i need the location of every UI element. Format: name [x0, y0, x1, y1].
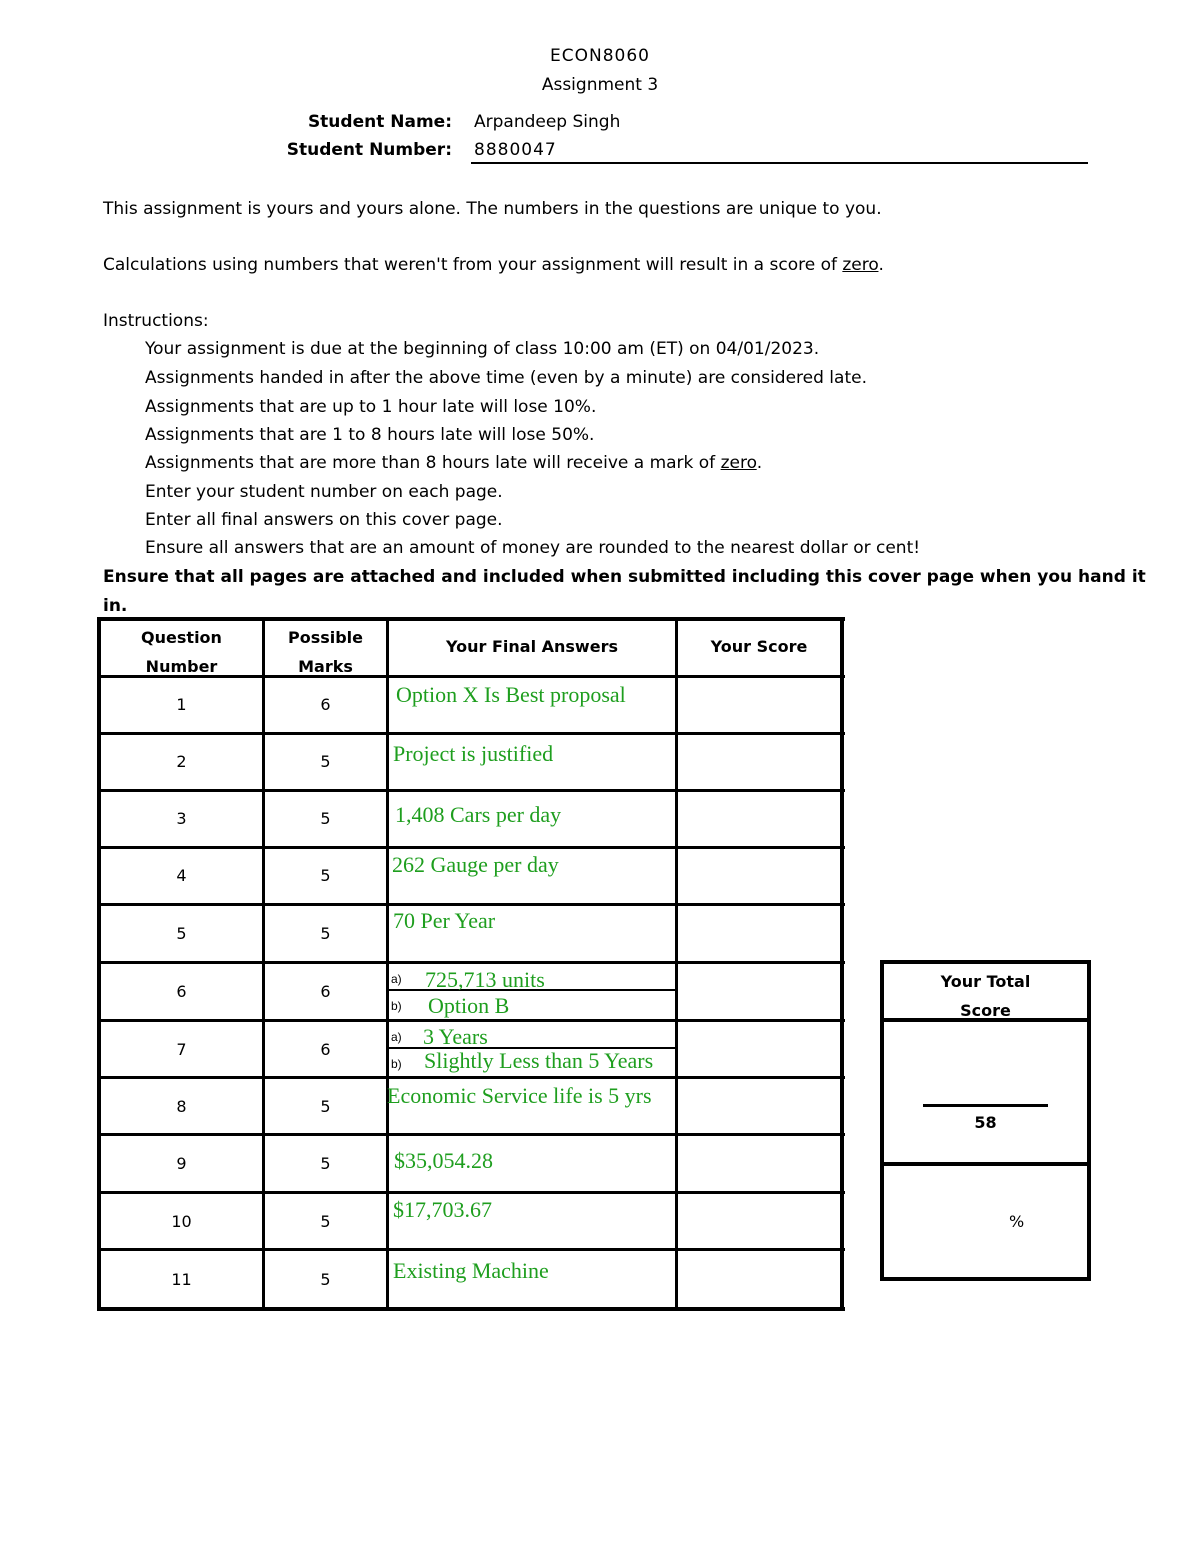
- header-answers: Your Final Answers: [446, 637, 618, 656]
- student-number-underline: [471, 162, 1088, 164]
- fraction-bar: [923, 1104, 1048, 1107]
- instructions-label: Instructions:: [103, 311, 209, 331]
- header-score: Your Score: [710, 637, 808, 656]
- answer-text: 70 Per Year: [393, 908, 496, 933]
- sub-label-b: b): [391, 1057, 402, 1071]
- answer-text: 1,408 Cars per day: [395, 802, 562, 827]
- possible-marks: 5: [320, 1154, 331, 1173]
- question-number: 7: [176, 1040, 187, 1059]
- late-zero: zero: [720, 453, 757, 473]
- answer-text: Economic Service life is 5 yrs: [387, 1083, 652, 1108]
- total-score-label: [884, 967, 1087, 1025]
- question-number: 8: [176, 1097, 187, 1116]
- intro-line: This assignment is yours and yours alone. The numbers in the questions are unique to you.: [103, 199, 882, 219]
- warning-period: .: [878, 255, 884, 275]
- total-denominator: 58: [974, 1113, 997, 1132]
- student-number-label: Student Number:: [286, 140, 452, 160]
- header-question: [101, 623, 262, 681]
- answer-text: $17,703.67: [393, 1197, 492, 1222]
- answer-text: Option X Is Best proposal: [396, 682, 626, 707]
- possible-marks: 6: [320, 1040, 331, 1059]
- possible-marks: 5: [320, 1212, 331, 1231]
- question-number: 3: [176, 809, 187, 828]
- submission-note: Ensure that all pages are attached and included when submitted including this cover page when you hand it: [103, 567, 1146, 587]
- answer-text: 262 Gauge per day: [392, 852, 559, 877]
- header-marks-line2: Marks: [298, 657, 353, 676]
- answer-text-a: 3 Years: [423, 1024, 488, 1049]
- question-number: 6: [176, 982, 187, 1001]
- answer-text: $35,054.28: [394, 1148, 493, 1173]
- instruction-item: Assignments handed in after the above time (even by a minute) are considered late.: [145, 368, 867, 388]
- student-name-value: Arpandeep Singh: [474, 112, 621, 132]
- possible-marks: 5: [320, 866, 331, 885]
- sub-label-b: b): [391, 999, 402, 1013]
- header-marks-line1: Possible: [287, 628, 364, 647]
- possible-marks: 6: [320, 695, 331, 714]
- total-score-label-line2: Score: [960, 1001, 1011, 1020]
- percent-sign: %: [1009, 1212, 1025, 1231]
- course-code: ECON8060: [550, 46, 650, 66]
- instruction-item-late: [145, 453, 762, 473]
- warning-line: [103, 255, 884, 275]
- question-number: 5: [176, 924, 187, 943]
- total-score-label-line1: Your Total: [940, 972, 1031, 991]
- question-number: 10: [171, 1212, 192, 1231]
- student-number-value: 8880047: [474, 140, 557, 160]
- instruction-item: Your assignment is due at the beginning of class 10:00 am (ET) on 04/01/2023.: [145, 339, 820, 359]
- instruction-item: Enter all final answers on this cover page.: [145, 510, 503, 530]
- warning-zero: zero: [842, 255, 879, 275]
- possible-marks: 5: [320, 924, 331, 943]
- late-text: Assignments that are more than 8 hours late will receive a mark of: [145, 453, 721, 473]
- sub-label-a: a): [391, 1030, 402, 1044]
- header-question-line1: Question: [141, 628, 222, 647]
- question-number: 2: [176, 752, 187, 771]
- possible-marks: 5: [320, 1270, 331, 1289]
- answer-text-a: 725,713 units: [425, 967, 545, 992]
- submission-note-cont: in.: [103, 596, 128, 616]
- instruction-item: Assignments that are 1 to 8 hours late will lose 50%.: [145, 425, 595, 445]
- question-number: 4: [176, 866, 187, 885]
- instruction-item: Ensure all answers that are an amount of money are rounded to the nearest dollar or cent!: [145, 538, 921, 558]
- answer-text: Project is justified: [393, 741, 554, 766]
- instruction-item: Enter your student number on each page.: [145, 482, 503, 502]
- student-name-label: Student Name:: [307, 112, 452, 132]
- instruction-item: Assignments that are up to 1 hour late will lose 10%.: [145, 397, 597, 417]
- header-question-line2: Number: [145, 657, 218, 676]
- possible-marks: 5: [320, 752, 331, 771]
- header-marks: [265, 623, 386, 681]
- sub-label-a: a): [391, 972, 402, 986]
- possible-marks: 5: [320, 1097, 331, 1116]
- answer-text-b: Option B: [428, 993, 510, 1018]
- question-number: 1: [176, 695, 187, 714]
- warning-text: Calculations using numbers that weren't from your assignment will result in a score of: [103, 255, 843, 275]
- possible-marks: 6: [320, 982, 331, 1001]
- assignment-title: Assignment 3: [541, 75, 659, 95]
- late-period: .: [756, 453, 763, 473]
- answer-text-b: Slightly Less than 5 Years: [424, 1048, 654, 1073]
- question-number: 9: [176, 1154, 187, 1173]
- answer-text: Existing Machine: [393, 1258, 549, 1283]
- question-number: 11: [171, 1270, 192, 1289]
- possible-marks: 5: [320, 809, 331, 828]
